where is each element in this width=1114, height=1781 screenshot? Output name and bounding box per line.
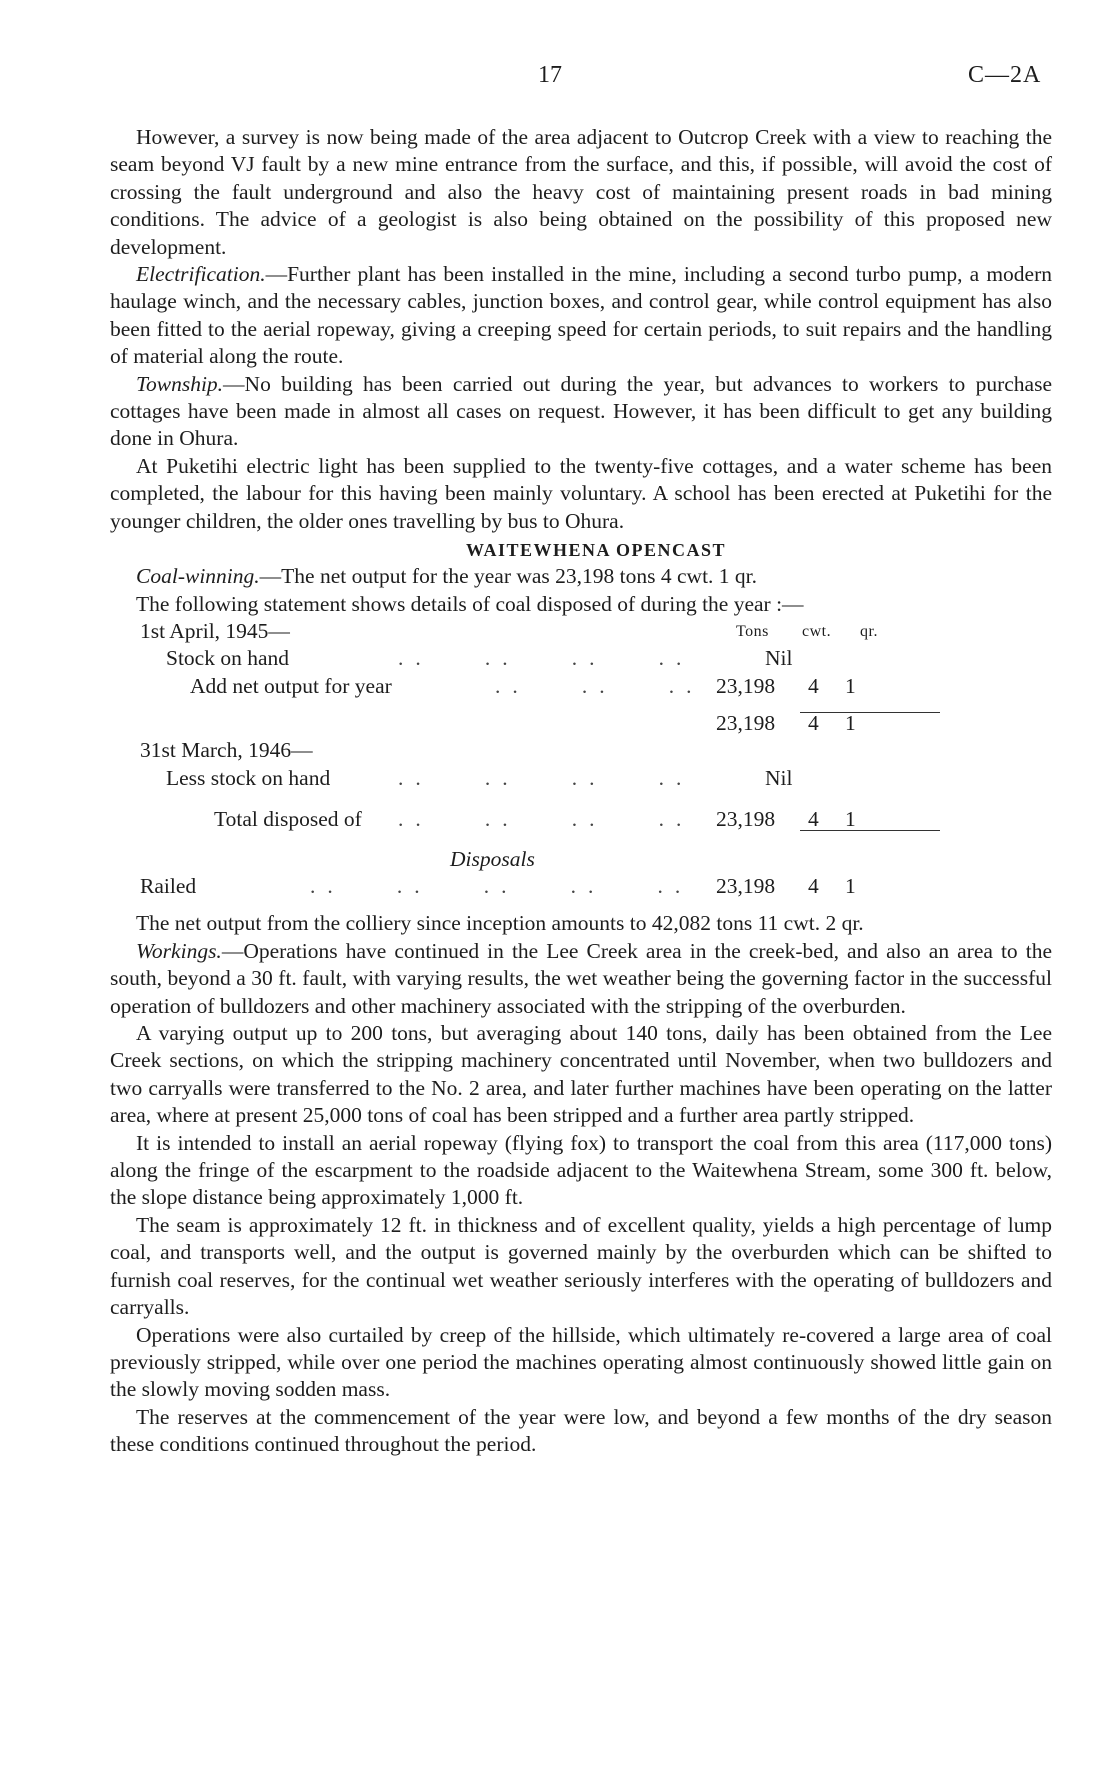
value-tons: 23,198 <box>716 673 776 698</box>
statement-row-railed <box>110 873 1052 900</box>
value-qr: 1 <box>845 874 856 899</box>
column-header-qr: qr. <box>860 622 878 640</box>
leader-dots: .. .. .. .. <box>398 807 694 832</box>
statement-label: Add net output for year <box>190 673 392 698</box>
value-cwt: 4 <box>808 673 819 698</box>
statement-label: Railed <box>140 874 197 899</box>
value-cwt: 4 <box>808 874 819 899</box>
paragraph-electrification: Electrification.—Further plant has been installed in the mine, including a second turbo pump, a modern haulage winch, and the necessary cables, junction boxes, and control gear, while control equipment has also been fitted to the aerial ropeway, giving a creeping speed for certain periods, to suit repairs and the handling of material along the route. <box>110 262 1052 369</box>
statement-row-add <box>110 673 1052 700</box>
paragraph-seam: The seam is approximately 12 ft. in thickness and of excellent quality, yields a high percentage of lump coal, and transports well, and the output is governed mainly by the overburden which can be shifted to furnish coal reserves, for the continual wet weather seriously interferes with the operating of bulldozers and carryalls. <box>110 1212 1052 1320</box>
value-tons: 23,198 <box>716 711 776 736</box>
statement-date: 1st April, 1945— <box>140 618 290 643</box>
paragraph-reserves: The reserves at the commencement of the year were low, and beyond a few months of the dry season these conditions continued throughout the period. <box>110 1404 1052 1457</box>
value-tons: 23,198 <box>716 874 776 899</box>
paragraph-lead: Workings. <box>136 938 222 963</box>
value-qr: 1 <box>845 673 856 698</box>
spacer <box>110 900 1052 910</box>
statement-date: 31st March, 1946— <box>140 738 313 763</box>
statement-row-date2 <box>110 737 1052 764</box>
statement-value: Nil <box>765 646 793 671</box>
paragraph-workings: Workings.—Operations have continued in the Lee Creek area in the creek-bed, and also an area to the south, beyond a 30 ft. fault, with varying results, the wet weather being the governing factor in the successful operation of bulldozers and other machinery associated with the stripping of the overburden. <box>110 938 1052 1018</box>
paragraph-aerial-ropeway: It is intended to install an aerial ropeway (flying fox) to transport the coal from this area (117,000 tons) along the fringe of the escarpment to the roadside adjacent to the Waitewhena Stream, some 300 ft. below, the slope distance being approximately 1,000 ft. <box>110 1130 1052 1210</box>
page-number: 17 <box>538 62 562 88</box>
value-tons: 23,198 <box>716 807 776 832</box>
statement-row-date1 <box>110 618 1052 645</box>
document-body <box>110 124 1052 1459</box>
document-reference: C—2A <box>968 62 1042 88</box>
value-cwt: 4 <box>808 711 819 736</box>
leader-dots: .. .. .. .. <box>398 646 694 671</box>
leader-dots: .. .. .. .. <box>398 765 694 790</box>
statement-label: Stock on hand <box>166 646 290 671</box>
paragraph-output-varying: A varying output up to 200 tons, but averaging about 140 tons, daily has been obtained from the Lee Creek sections, on which the stripping machinery concentrated until November, when two bulldozers and two carryalls were transferred to the No. 2 area, and later further machines have been operating on the latter area, where at present 25,000 tons of coal has been stripped and a further area partly stripped. <box>110 1021 1052 1128</box>
statement-row-total <box>110 806 1052 833</box>
statement-row-stock <box>110 645 1052 672</box>
value-cwt: 4 <box>808 807 819 832</box>
statement-value: Nil <box>765 765 793 790</box>
paragraph-township: Township.—No building has been carried out during the year, but advances to workers to purchase cottages have been made in almost all cases on request. However, it has been difficult to get any building done in Ohura. <box>110 371 1052 451</box>
paragraph-net-output: The net output from the colliery since inception amounts to 42,082 tons 11 cwt. 2 qr. <box>136 911 864 936</box>
statement-label: Total disposed of <box>214 807 362 832</box>
coal-disposal-statement <box>110 618 1052 901</box>
paragraph-lead: Coal-winning. <box>136 564 260 589</box>
column-header-cwt: cwt. <box>802 622 832 640</box>
leader-dots: .. .. .. .. .. <box>310 874 693 899</box>
paragraph-survey: However, a survey is now being made of the area adjacent to Outcrop Creek with a view to reaching the seam beyond VJ fault by a new mine entrance from the surface, and this, if possible, will avoid the cost of crossing the fault underground and also the heavy cost of maintaining present roads in bad mining conditions. The advice of a geologist is also being obtained on the possibility of this proposed new development. <box>110 125 1052 259</box>
paragraph-coal-winning: Coal-winning.—The net output for the year was 23,198 tons 4 cwt. 1 qr. <box>136 564 758 589</box>
column-header-tons: Tons <box>736 622 769 640</box>
paragraph-creep: Operations were also curtailed by creep of the hillside, which ultimately re-covered a large area of coal previously stripped, while over one period the machines operating almost continuously showed little gain on the slowly moving sodden mass. <box>110 1322 1052 1402</box>
paragraph-puketihi: At Puketihi electric light has been supplied to the twenty-five cottages, and a water scheme has been completed, the labour for this having been mainly voluntary. A school has been erected at Puketihi for the younger children, the older ones travelling by bus to Ohura. <box>110 453 1052 533</box>
leader-dots: .. .. .. <box>495 673 704 698</box>
page-header <box>0 62 1114 92</box>
statement-row-subtotal <box>110 710 1052 737</box>
paragraph-lead: Electrification. <box>136 262 266 287</box>
statement-row-less <box>110 765 1052 792</box>
value-qr: 1 <box>845 807 856 832</box>
statement-label: Less stock on hand <box>166 765 331 790</box>
section-heading: WAITEWHENA OPENCAST <box>465 540 727 561</box>
statement-row-disposals-heading <box>110 846 1052 873</box>
disposals-heading: Disposals <box>450 846 535 871</box>
statement-intro: The following statement shows details of coal disposed of during the year :— <box>136 591 804 616</box>
paragraph-lead: Township. <box>136 371 224 396</box>
value-qr: 1 <box>845 711 856 736</box>
